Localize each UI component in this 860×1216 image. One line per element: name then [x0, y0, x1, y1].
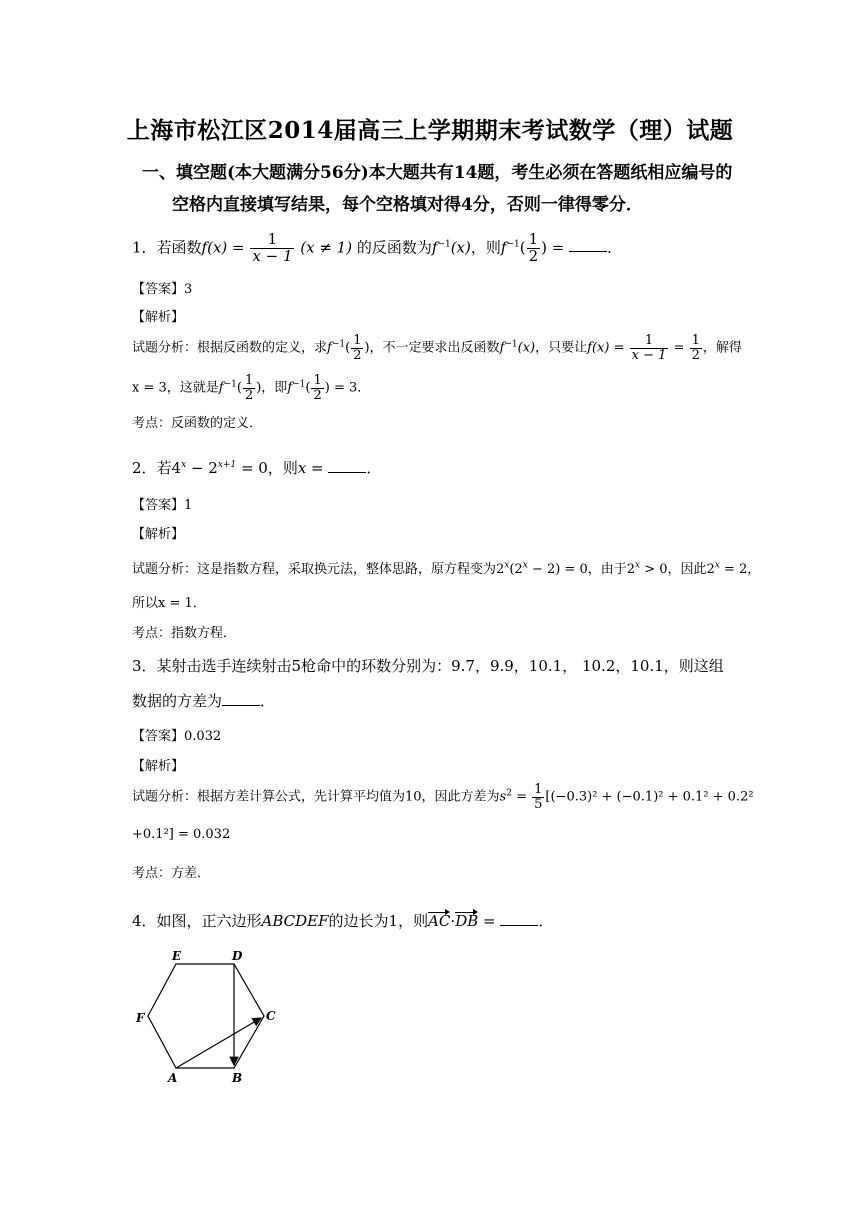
answer-blank [569, 237, 607, 252]
question-3-line2: 数据的方差为 ． [132, 692, 276, 710]
analysis-3-line1: 试题分析：根据方差计算公式，先计算平均值为10，因此方差为$s^2$ = $\frac{1}{5}$ [(−0.3)² + (−0.1)² + 0.1² + 0.2² [132, 782, 754, 812]
answer-blank [222, 691, 260, 706]
label-f: F [136, 1011, 145, 1025]
label-a: A [168, 1071, 178, 1085]
label-d: D [232, 949, 243, 963]
label-b: B [232, 1071, 243, 1085]
label-e: E [172, 949, 182, 963]
label-c: C [266, 1009, 276, 1023]
question-1: 1．若函数f(x) = $\frac{1}{x - 1}$ (x ≠ 1) 的反函数为$f^{-1}(x)$，则$f^{-1}$( $\frac{1}{2}$ ) = ． [132, 230, 623, 265]
point-3: 考点：方差． [132, 866, 211, 881]
question-2: 2．若$4^x - 2^{x+1} = 0$，则x = ． [132, 459, 382, 477]
analysis-tag-3: 【解析】 [132, 759, 185, 774]
analysis-tag-1: 【解析】 [132, 310, 185, 325]
answer-1: 【答案】3 [132, 282, 193, 297]
question-4: 4．如图，正六边形ABCDEF的边长为1，则AC·DB = ． [132, 912, 554, 930]
answer-blank [500, 911, 538, 926]
point-1: 考点：反函数的定义． [132, 416, 263, 431]
answer-2: 【答案】1 [132, 498, 193, 513]
section-heading-line1: 一、填空题(本大题满分56分)本大题共有14题，考生必须在答题纸相应编号的 [142, 163, 733, 183]
analysis-2-line1: 试题分析：这是指数方程，采取换元法，整体思路，原方程变为$2^x(2^x - 2) = 0$，由于$2^x > 0$，因此$2^x = 2$， [132, 560, 761, 577]
page-title: 上海市松江区2014届高三上学期期末考试数学（理）试题 [126, 117, 734, 144]
section-heading-line2: 空格内直接填写结果，每个空格填对得4分，否则一律得零分． [172, 195, 643, 215]
answer-blank [328, 458, 366, 473]
question-3-line1: 3．某射击选手连续射击5枪命中的环数分别为：9.7，9.9，10.1， 10.2，10.1，则这组 [132, 657, 724, 675]
analysis-1-line1: 试题分析：根据反函数的定义，求$f^{-1}$( $\frac{1}{2}$ )，不一定要求出反函数$f^{-1}(x)$，只要让f(x) = $\frac{1}{x - 1}$ = $\frac{1}{2}$ ，解得 [132, 333, 742, 363]
hexagon-outline [148, 964, 264, 1068]
point-2: 考点：指数方程． [132, 626, 237, 641]
analysis-tag-2: 【解析】 [132, 527, 185, 542]
analysis-3-line2: +0.1²] = 0.032 [132, 827, 231, 842]
analysis-1-line2: x = 3，这就是$f^{-1}$( $\frac{1}{2}$ )，即$f^{-1}$( $\frac{1}{2}$ ) = 3． [132, 373, 371, 403]
hexagon-diagram [130, 948, 290, 1088]
answer-3: 【答案】0.032 [132, 729, 222, 744]
analysis-2-line2: 所以x = 1． [132, 596, 206, 611]
